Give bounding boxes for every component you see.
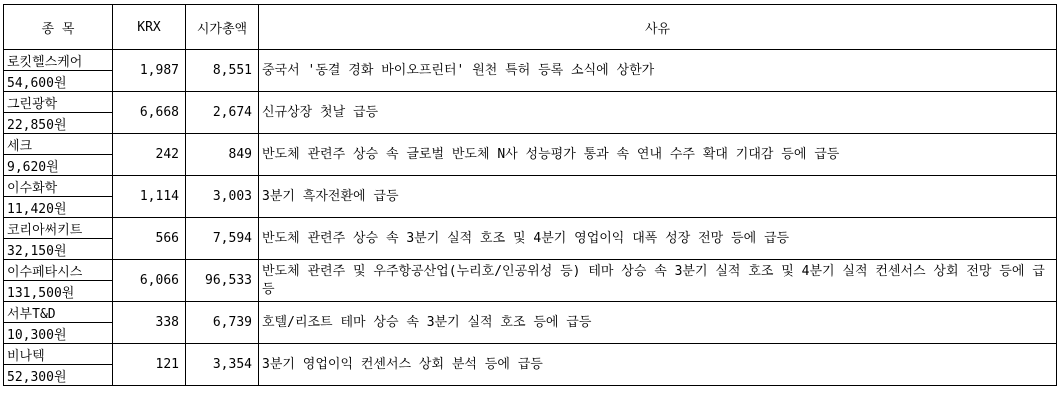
stock-name: 세크 [4, 134, 113, 155]
krx-value: 6,668 [113, 92, 186, 134]
krx-value: 1,114 [113, 176, 186, 218]
header-reason: 사유 [259, 5, 1057, 50]
table-row [4, 134, 1057, 155]
market-cap-value: 7,594 [186, 218, 259, 260]
stock-name: 비나텍 [4, 344, 113, 365]
reason-text: 3분기 영업이익 컨센서스 상회 분석 등에 급등 [259, 344, 1057, 386]
reason-text: 반도체 관련주 상승 속 3분기 실적 호조 및 4분기 영업이익 대폭 성장 전망 등에 급등 [259, 218, 1057, 260]
stock-price: 9,620원 [4, 155, 113, 176]
stock-price: 32,150원 [4, 239, 113, 260]
market-cap-value: 6,739 [186, 302, 259, 344]
krx-value: 6,066 [113, 260, 186, 302]
header-market-cap: 시가총액 [186, 5, 259, 50]
krx-value: 1,987 [113, 50, 186, 92]
krx-value: 242 [113, 134, 186, 176]
reason-text: 3분기 흑자전환에 급등 [259, 176, 1057, 218]
reason-text: 반도체 관련주 및 우주항공산업(누리호/인공위성 등) 테마 상승 속 3분기 실적 호조 및 4분기 실적 컨센서스 상회 전망 등에 급등 [259, 260, 1057, 302]
krx-value: 566 [113, 218, 186, 260]
stock-price: 54,600원 [4, 71, 113, 92]
reason-text: 신규상장 첫날 급등 [259, 92, 1057, 134]
table-row [4, 260, 1057, 281]
stock-price: 11,420원 [4, 197, 113, 218]
stock-name: 로킷헬스케어 [4, 50, 113, 71]
table-row [4, 176, 1057, 197]
stock-name: 코리아써키트 [4, 218, 113, 239]
stock-price: 131,500원 [4, 281, 113, 302]
reason-text: 반도체 관련주 상승 속 글로벌 반도체 N사 성능평가 통과 속 연내 수주 확대 기대감 등에 급등 [259, 134, 1057, 176]
krx-value: 338 [113, 302, 186, 344]
stock-name: 서부T&D [4, 302, 113, 323]
market-cap-value: 849 [186, 134, 259, 176]
krx-value: 121 [113, 344, 186, 386]
table-row [4, 92, 1057, 113]
stock-surge-table [3, 4, 1057, 386]
header-row [4, 5, 1057, 50]
header-krx: KRX [113, 5, 186, 50]
stock-price: 52,300원 [4, 365, 113, 386]
market-cap-value: 8,551 [186, 50, 259, 92]
stock-name: 이수페타시스 [4, 260, 113, 281]
market-cap-value: 3,354 [186, 344, 259, 386]
reason-text: 중국서 '동결 경화 바이오프린터' 원천 특허 등록 소식에 상한가 [259, 50, 1057, 92]
market-cap-value: 96,533 [186, 260, 259, 302]
stock-price: 22,850원 [4, 113, 113, 134]
stock-price: 10,300원 [4, 323, 113, 344]
table-row [4, 218, 1057, 239]
table-row [4, 50, 1057, 71]
table-row [4, 344, 1057, 365]
stock-name: 이수화학 [4, 176, 113, 197]
market-cap-value: 3,003 [186, 176, 259, 218]
table-row [4, 302, 1057, 323]
market-cap-value: 2,674 [186, 92, 259, 134]
stock-name: 그린광학 [4, 92, 113, 113]
header-name: 종 목 [4, 5, 113, 50]
reason-text: 호텔/리조트 테마 상승 속 3분기 실적 호조 등에 급등 [259, 302, 1057, 344]
